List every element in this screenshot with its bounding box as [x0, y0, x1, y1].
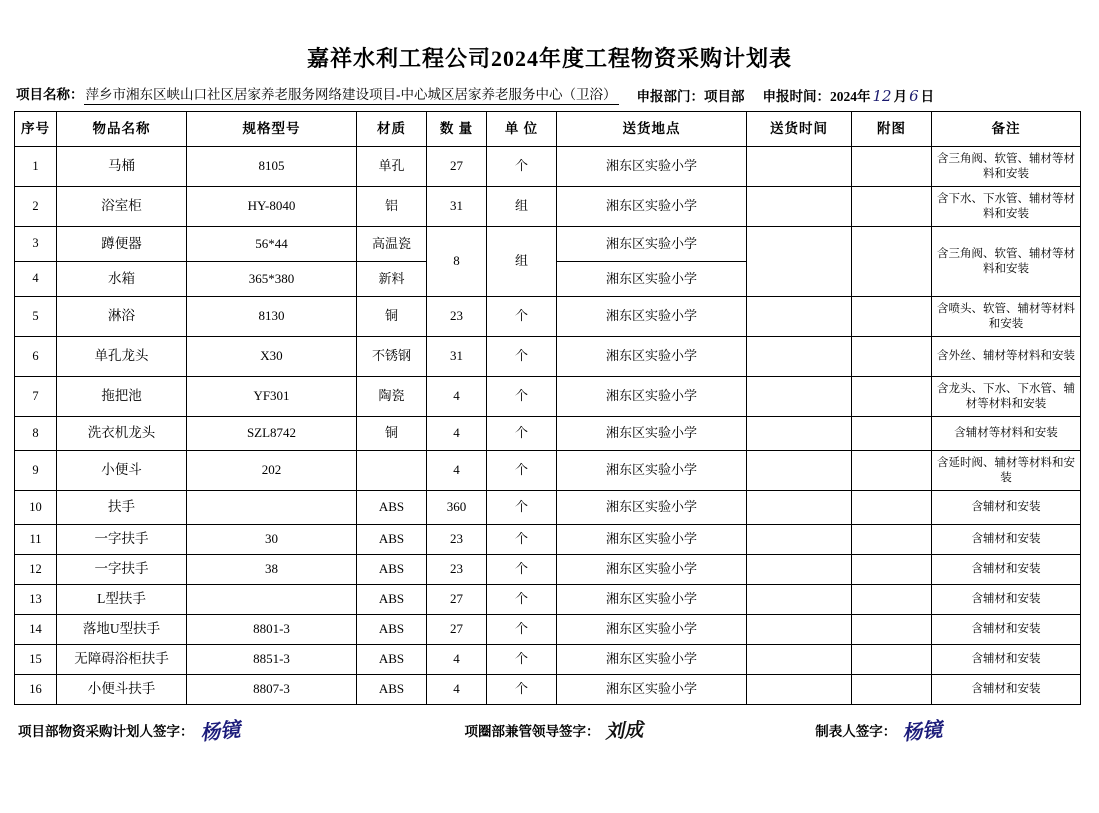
cell-delivery-time: [747, 585, 852, 615]
cell-remark: 含辅材和安装: [932, 491, 1081, 525]
cell-index: 4: [15, 262, 57, 297]
table-row: [15, 377, 1081, 417]
cell-spec: 365*380: [187, 262, 357, 297]
cell-index: 5: [15, 297, 57, 337]
cell-remark: 含喷头、软管、辅材等材料和安装: [932, 297, 1081, 337]
cell-material: 铝: [357, 187, 427, 227]
cell-remark: 含辅材和安装: [932, 615, 1081, 645]
cell-quantity: 4: [427, 417, 487, 451]
table-row: [15, 451, 1081, 491]
cell-delivery-time: [747, 615, 852, 645]
table-header-row: [15, 112, 1081, 147]
maker-signature-value: 杨镜: [901, 716, 944, 746]
table-row: [15, 585, 1081, 615]
report-date-year: 2024年: [830, 89, 871, 104]
cell-index: 12: [15, 555, 57, 585]
cell-unit: 个: [487, 585, 557, 615]
cell-remark: 含辅材和安装: [932, 675, 1081, 705]
cell-quantity: 27: [427, 615, 487, 645]
column-header-material: 材质: [357, 112, 427, 147]
cell-unit: 个: [487, 645, 557, 675]
table-row: [15, 417, 1081, 451]
column-header-item-name: 物品名称: [57, 112, 187, 147]
planner-signature-block: [18, 715, 464, 744]
cell-spec: [187, 585, 357, 615]
cell-item-name: 扶手: [57, 491, 187, 525]
cell-item-name: 淋浴: [57, 297, 187, 337]
cell-spec: 38: [187, 555, 357, 585]
cell-spec: HY-8040: [187, 187, 357, 227]
report-date-month-unit: 月: [893, 89, 908, 104]
department-value: 项目部: [704, 89, 745, 104]
cell-item-name: 无障碍浴柜扶手: [57, 645, 187, 675]
cell-remark: 含辅材和安装: [932, 525, 1081, 555]
maker-signature-block: [815, 715, 942, 744]
cell-material: 不锈钢: [357, 337, 427, 377]
cell-remark: 含辅材和安装: [932, 555, 1081, 585]
cell-item-name: 蹲便器: [57, 227, 187, 262]
cell-index: 10: [15, 491, 57, 525]
signature-row: [14, 715, 1085, 744]
cell-drawing: [852, 297, 932, 337]
cell-delivery-time: [747, 525, 852, 555]
cell-unit: 个: [487, 337, 557, 377]
cell-unit: 个: [487, 147, 557, 187]
cell-material: ABS: [357, 525, 427, 555]
cell-remark: 含辅材和安装: [932, 645, 1081, 675]
cell-material: ABS: [357, 491, 427, 525]
cell-material: 单孔: [357, 147, 427, 187]
table-row: [15, 615, 1081, 645]
cell-remark: 含三角阀、软管、辅材等材料和安装: [932, 227, 1081, 297]
project-name-field: [16, 83, 619, 105]
cell-quantity: 4: [427, 645, 487, 675]
cell-remark: 含外丝、辅材等材料和安装: [932, 337, 1081, 377]
cell-spec: 202: [187, 451, 357, 491]
cell-drawing: [852, 615, 932, 645]
cell-delivery-address: 湘东区实验小学: [557, 147, 747, 187]
cell-quantity: 4: [427, 377, 487, 417]
cell-index: 16: [15, 675, 57, 705]
column-header-index: 序号: [15, 112, 57, 147]
cell-drawing: [852, 585, 932, 615]
cell-material: 铜: [357, 417, 427, 451]
cell-remark: 含延时阀、辅材等材料和安装: [932, 451, 1081, 491]
cell-index: 11: [15, 525, 57, 555]
column-header-delivery-address: 送货地点: [557, 112, 747, 147]
cell-spec: SZL8742: [187, 417, 357, 451]
cell-delivery-time: [747, 451, 852, 491]
cell-item-name: 拖把池: [57, 377, 187, 417]
leader-signature-block: [464, 716, 815, 743]
cell-item-name: 洗衣机龙头: [57, 417, 187, 451]
cell-item-name: 落地U型扶手: [57, 615, 187, 645]
cell-drawing: [852, 417, 932, 451]
cell-delivery-address: 湘东区实验小学: [557, 555, 747, 585]
cell-material: ABS: [357, 645, 427, 675]
cell-spec: 8801-3: [187, 615, 357, 645]
cell-delivery-address: 湘东区实验小学: [557, 417, 747, 451]
cell-material: 陶瓷: [357, 377, 427, 417]
cell-delivery-address: 湘东区实验小学: [557, 262, 747, 297]
cell-drawing: [852, 187, 932, 227]
cell-quantity: 4: [427, 675, 487, 705]
department-field: [637, 85, 745, 105]
cell-unit: 个: [487, 417, 557, 451]
table-row: [15, 227, 1081, 262]
cell-quantity: 4: [427, 451, 487, 491]
project-name-label: 项目名称：: [16, 87, 84, 102]
cell-material: ABS: [357, 615, 427, 645]
cell-index: 6: [15, 337, 57, 377]
cell-quantity: 31: [427, 187, 487, 227]
cell-delivery-time: [747, 297, 852, 337]
table-row: [15, 675, 1081, 705]
cell-index: 15: [15, 645, 57, 675]
cell-delivery-address: 湘东区实验小学: [557, 645, 747, 675]
cell-material: ABS: [357, 675, 427, 705]
cell-delivery-address: 湘东区实验小学: [557, 187, 747, 227]
cell-spec: [187, 491, 357, 525]
cell-delivery-time: [747, 337, 852, 377]
leader-signature-label: 项圈部兼管领导签字：: [464, 723, 600, 739]
cell-drawing: [852, 645, 932, 675]
report-date-day-unit: 日: [920, 89, 935, 104]
project-name-value: 萍乡市湘东区峡山口社区居家养老服务网络建设项目-中心城区居家养老服务中心（卫浴）: [84, 83, 619, 105]
cell-spec: 8105: [187, 147, 357, 187]
cell-quantity: 23: [427, 555, 487, 585]
cell-delivery-address: 湘东区实验小学: [557, 227, 747, 262]
document-meta: [16, 83, 1083, 105]
column-header-unit: 单 位: [487, 112, 557, 147]
cell-drawing: [852, 555, 932, 585]
cell-delivery-time: [747, 377, 852, 417]
cell-item-name: 一字扶手: [57, 525, 187, 555]
cell-unit: 个: [487, 615, 557, 645]
cell-material: ABS: [357, 585, 427, 615]
cell-index: 8: [15, 417, 57, 451]
cell-item-name: 浴室柜: [57, 187, 187, 227]
cell-index: 14: [15, 615, 57, 645]
column-header-drawing: 附图: [852, 112, 932, 147]
table-row: [15, 491, 1081, 525]
cell-unit: 组: [487, 187, 557, 227]
cell-unit: 个: [487, 451, 557, 491]
cell-quantity: 27: [427, 147, 487, 187]
table-row: [15, 187, 1081, 227]
cell-spec: X30: [187, 337, 357, 377]
cell-delivery-time: [747, 147, 852, 187]
cell-spec: 8130: [187, 297, 357, 337]
cell-delivery-address: 湘东区实验小学: [557, 615, 747, 645]
cell-unit: 个: [487, 377, 557, 417]
cell-index: 7: [15, 377, 57, 417]
cell-spec: 56*44: [187, 227, 357, 262]
cell-quantity: 27: [427, 585, 487, 615]
cell-item-name: 小便斗: [57, 451, 187, 491]
cell-quantity: 8: [427, 227, 487, 297]
report-date-day-value: 6: [909, 87, 919, 105]
cell-drawing: [852, 675, 932, 705]
cell-drawing: [852, 451, 932, 491]
cell-material: ABS: [357, 555, 427, 585]
cell-unit: 个: [487, 555, 557, 585]
cell-delivery-address: 湘东区实验小学: [557, 525, 747, 555]
cell-delivery-address: 湘东区实验小学: [557, 491, 747, 525]
cell-remark: 含辅材和安装: [932, 585, 1081, 615]
cell-remark: 含三角阀、软管、辅材等材料和安装: [932, 147, 1081, 187]
cell-drawing: [852, 525, 932, 555]
cell-item-name: 小便斗扶手: [57, 675, 187, 705]
cell-delivery-time: [747, 227, 852, 297]
cell-drawing: [852, 491, 932, 525]
cell-material: [357, 451, 427, 491]
cell-delivery-time: [747, 645, 852, 675]
maker-signature-label: 制表人签字：: [815, 723, 897, 739]
cell-index: 9: [15, 451, 57, 491]
cell-quantity: 23: [427, 525, 487, 555]
document-page: [0, 42, 1099, 813]
cell-remark: 含龙头、下水、下水管、辅材等材料和安装: [932, 377, 1081, 417]
cell-material: 铜: [357, 297, 427, 337]
cell-delivery-address: 湘东区实验小学: [557, 377, 747, 417]
cell-drawing: [852, 337, 932, 377]
cell-unit: 个: [487, 525, 557, 555]
cell-spec: 30: [187, 525, 357, 555]
cell-item-name: L型扶手: [57, 585, 187, 615]
cell-unit: 个: [487, 675, 557, 705]
procurement-plan-table: [14, 111, 1081, 705]
column-header-delivery-time: 送货时间: [747, 112, 852, 147]
cell-delivery-time: [747, 555, 852, 585]
cell-item-name: 一字扶手: [57, 555, 187, 585]
report-date-label: 申报时间：: [762, 89, 830, 104]
planner-signature-label: 项目部物资采购计划人签字：: [18, 723, 194, 739]
cell-delivery-time: [747, 675, 852, 705]
cell-drawing: [852, 147, 932, 187]
cell-quantity: 31: [427, 337, 487, 377]
cell-spec: 8851-3: [187, 645, 357, 675]
cell-material: 新料: [357, 262, 427, 297]
cell-material: 高温瓷: [357, 227, 427, 262]
cell-delivery-time: [747, 187, 852, 227]
cell-index: 13: [15, 585, 57, 615]
table-row: [15, 555, 1081, 585]
cell-index: 1: [15, 147, 57, 187]
cell-item-name: 单孔龙头: [57, 337, 187, 377]
column-header-remark: 备注: [932, 112, 1081, 147]
department-label: 申报部门：: [636, 89, 704, 104]
table-row: [15, 645, 1081, 675]
planner-signature-value: 杨镜: [198, 716, 241, 746]
cell-delivery-address: 湘东区实验小学: [557, 297, 747, 337]
cell-spec: 8807-3: [187, 675, 357, 705]
table-row: [15, 525, 1081, 555]
cell-delivery-address: 湘东区实验小学: [557, 337, 747, 377]
column-header-quantity: 数 量: [427, 112, 487, 147]
page-title: 嘉祥水利工程公司2024年度工程物资采购计划表: [306, 46, 792, 71]
cell-index: 2: [15, 187, 57, 227]
cell-drawing: [852, 227, 932, 297]
cell-delivery-address: 湘东区实验小学: [557, 451, 747, 491]
cell-spec: YF301: [187, 377, 357, 417]
leader-signature-value: 刘成: [604, 719, 645, 743]
cell-remark: 含辅材等材料和安装: [932, 417, 1081, 451]
table-row: [15, 337, 1081, 377]
cell-remark: 含下水、下水管、辅材等材料和安装: [932, 187, 1081, 227]
cell-item-name: 水箱: [57, 262, 187, 297]
cell-quantity: 23: [427, 297, 487, 337]
cell-unit: 个: [487, 491, 557, 525]
table-row: [15, 147, 1081, 187]
report-date-month-value: 12: [872, 87, 892, 105]
cell-delivery-address: 湘东区实验小学: [557, 675, 747, 705]
cell-unit: 组: [487, 227, 557, 297]
cell-quantity: 360: [427, 491, 487, 525]
cell-drawing: [852, 377, 932, 417]
column-header-spec: 规格型号: [187, 112, 357, 147]
cell-delivery-time: [747, 491, 852, 525]
report-date-field: [763, 85, 935, 105]
cell-unit: 个: [487, 297, 557, 337]
cell-delivery-time: [747, 417, 852, 451]
cell-index: 3: [15, 227, 57, 262]
cell-item-name: 马桶: [57, 147, 187, 187]
cell-delivery-address: 湘东区实验小学: [557, 585, 747, 615]
table-row: [15, 297, 1081, 337]
